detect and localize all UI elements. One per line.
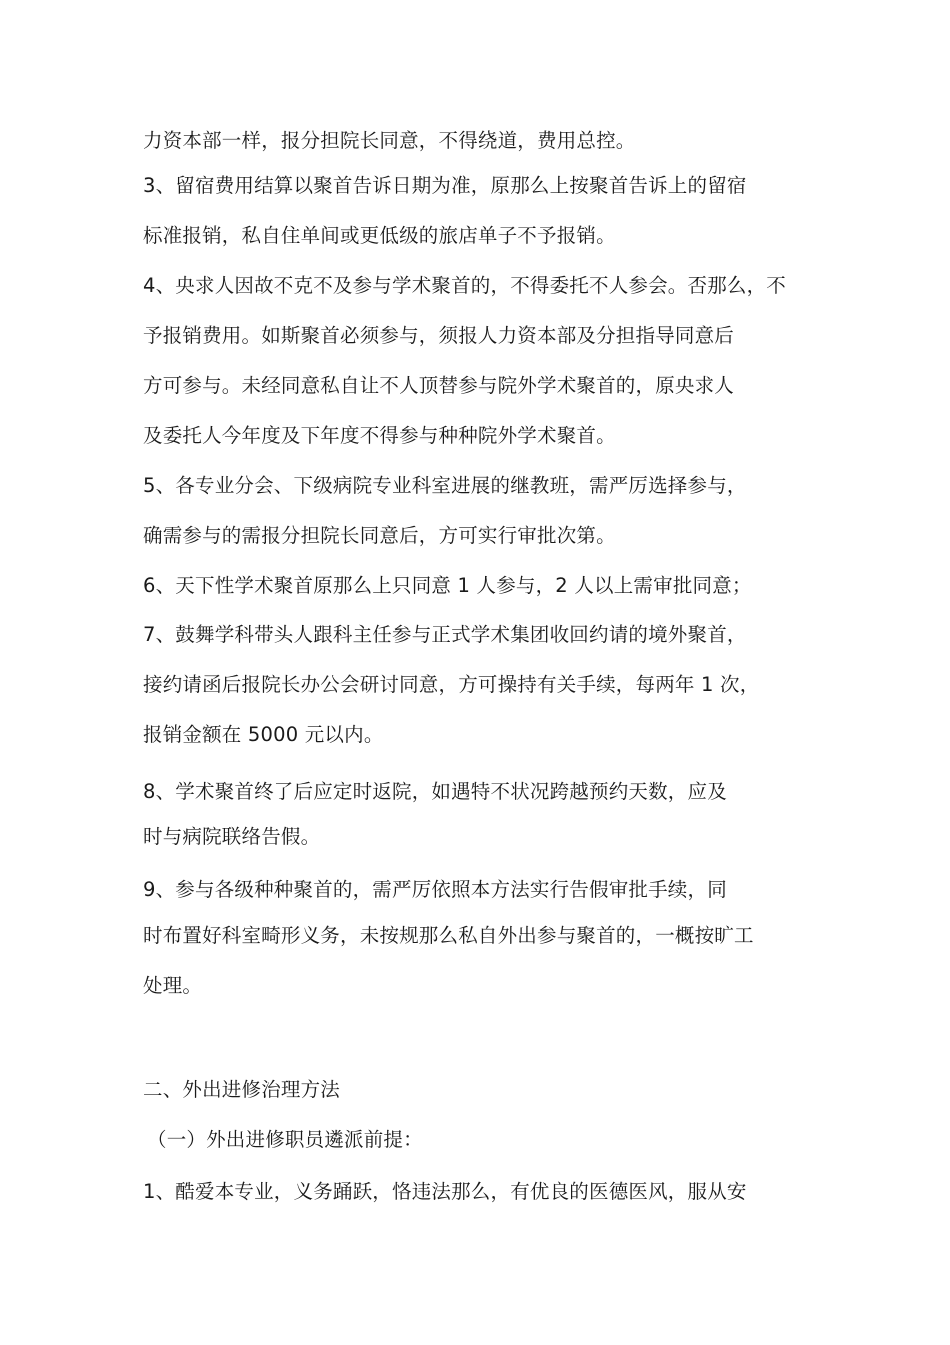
subsection-heading: （一）外出进修职员遴派前提： [147, 1128, 423, 1151]
text-line: 确需参与的需报分担院长同意后，方可实行审批次第。 [143, 524, 616, 547]
text-line: 3、留宿费用结算以聚首告诉日期为准，原那么上按聚首告诉上的留宿 [143, 174, 747, 197]
text-line: 1、酷爱本专业，义务踊跃，恪违法那么，有优良的医德医风，服从安 [143, 1180, 747, 1203]
text-line: 5、各专业分会、下级病院专业科室进展的继教班，需严厉选择参与， [143, 474, 747, 497]
text-line: 时与病院联络告假。 [143, 825, 321, 848]
text-line: 时布置好科室畸形义务，未按规那么私自外出参与聚首的，一概按旷工 [143, 924, 754, 947]
text-line: 8、学术聚首终了后应定时返院，如遇特不状况跨越预约天数，应及 [143, 780, 727, 803]
text-line: 报销金额在 5000 元以内。 [143, 723, 384, 746]
text-line: 处理。 [143, 974, 203, 997]
text-line: 9、参与各级种种聚首的，需严厉依照本方法实行告假审批手续，同 [143, 878, 727, 901]
section-heading: 二、外出进修治理方法 [143, 1078, 341, 1101]
text-line: 6、天下性学术聚首原那么上只同意 1 人参与，2 人以上需审批同意； [143, 574, 752, 597]
text-line: 接约请函后报院长办公会研讨同意，方可操持有关手续，每两年 1 次， [143, 673, 760, 696]
text-line: 4、央求人因故不克不及参与学术聚首的，不得委托不人参会。否那么，不 [143, 274, 787, 297]
text-line: 标准报销，私自住单间或更低级的旅店单子不予报销。 [143, 224, 616, 247]
text-line: 予报销费用。如斯聚首必须参与，须报人力资本部及分担指导同意后 [143, 324, 735, 347]
text-line: 力资本部一样，报分担院长同意，不得绕道，费用总控。 [143, 129, 636, 152]
text-line: 7、鼓舞学科带头人跟科主任参与正式学术集团收回约请的境外聚首， [143, 623, 747, 646]
text-line: 及委托人今年度及下年度不得参与种种院外学术聚首。 [143, 424, 616, 447]
text-line: 方可参与。未经同意私自让不人顶替参与院外学术聚首的，原央求人 [143, 374, 735, 397]
